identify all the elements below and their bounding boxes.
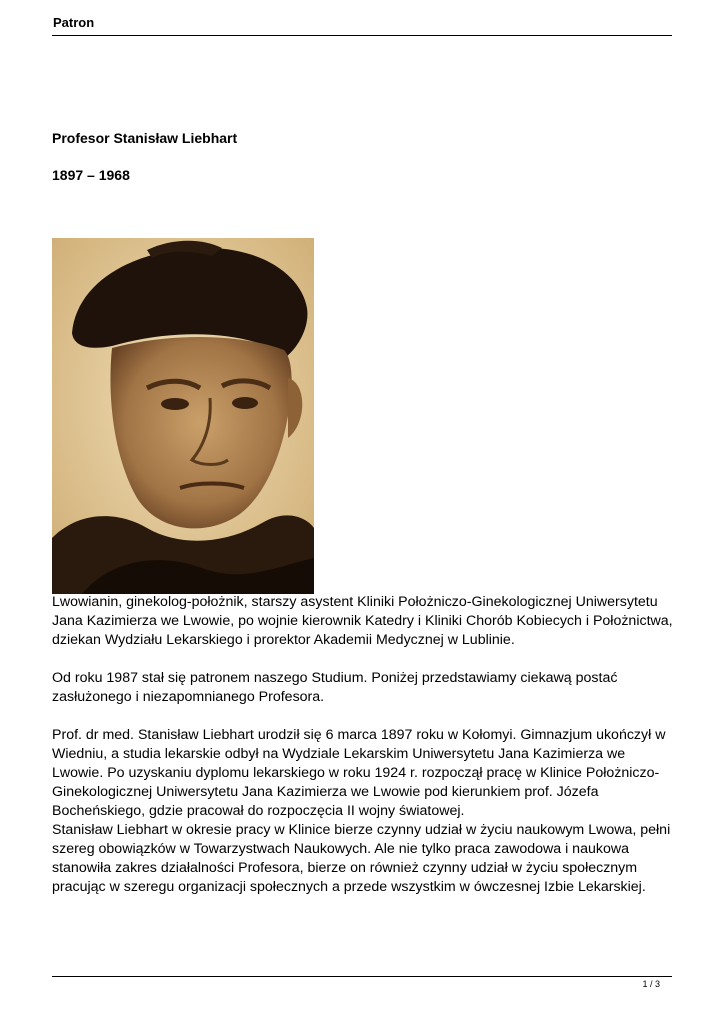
document-body xyxy=(52,593,677,897)
paragraph-patron: Od roku 1987 stał się patronem naszego Studium. Poniżej przedstawiamy ciekawą postać zasłużonego i niezapomnianego Profesora. xyxy=(52,670,618,705)
page-number: 1 / 3 xyxy=(642,979,660,989)
paragraph-activity: Stanisław Liebhart w okresie pracy w Klinice bierze czynny udział w życiu naukowym Lwowa, pełni szereg obowiązków w Towarzystwach Naukowych. Ale nie tylko praca zawodowa i naukowa stanowiła zakres działalności Profesora, bierze on również czynny udział w życiu społecznym pracując w szeregu organizacji społecznych a przede wszystkim w ówczesnej Izbie Lekarskiej. xyxy=(52,822,671,895)
portrait-photo xyxy=(52,238,314,594)
header-title: Patron xyxy=(53,15,95,30)
document-years: 1897 – 1968 xyxy=(52,167,130,183)
portrait-photo-icon xyxy=(52,238,314,594)
document-title: Profesor Stanisław Liebhart xyxy=(52,130,238,146)
paragraph-intro: Lwowianin, ginekolog-położnik, starszy asystent Kliniki Położniczo-Ginekologicznej Uniwersytetu Jana Kazimierza we Lwowie, po wojnie kierownik Katedry i Kliniki Chorób Kobiecych i Położnictwa, dziekan Wydziału Lekarskiego i prorektor Akademii Medycznej w Lublinie. xyxy=(52,594,673,648)
paragraph-biography: Prof. dr med. Stanisław Liebhart urodził się 6 marca 1897 roku w Kołomyi. Gimnazjum ukończył w Wiedniu, a studia lekarskie odbył na Wydziale Lekarskim Uniwersytetu Jana Kazimierza we Lwowie. Po uzyskaniu dyplomu lekarskiego w roku 1924 r. rozpoczął pracę w Klinice Położniczo-Ginekologicznej Uniwersytetu Jana Kazimierza we Lwowie pod kierunkiem prof. Józefa Bocheńskiego, gdzie pracował do rozpoczęcia II wojny światowej. xyxy=(52,727,666,819)
header-divider xyxy=(52,35,672,36)
footer-divider xyxy=(52,976,672,977)
